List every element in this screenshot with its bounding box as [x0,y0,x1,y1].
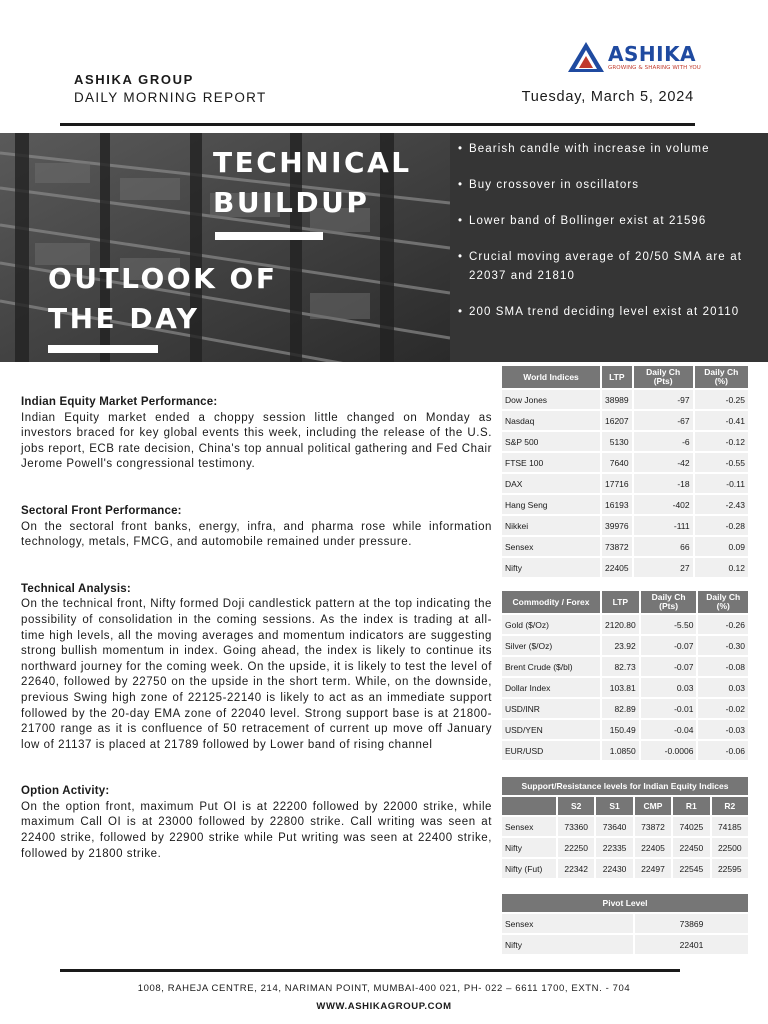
table-header [502,797,556,815]
table-cell: 1.0850 [602,741,639,760]
bullet-item: • 200 SMA trend deciding level exist at 20110 [458,303,742,322]
table-cell: 73640 [596,817,632,836]
table-row [502,699,748,718]
table-header: S1 [596,797,632,815]
table-row [502,411,748,430]
table-cell: 22250 [558,838,594,857]
outlook-title [48,259,277,339]
table-cell: 73869 [635,914,748,933]
table-cell: -0.01 [641,699,697,718]
section-heading: Indian Equity Market Performance: [21,396,218,408]
row-label: USD/INR [502,699,600,718]
table-cell: -18 [634,474,693,493]
section-body: On the technical front, Nifty formed Doji candlestick pattern at the top indicating the possibility of consolidation in the coming sessions. As the index is trading at all-time high levels, all the moving averages and momentum indicators are suggesting strong bullish momentum in index. Going ahead, the index is likely to continue its northward journey for the coming week. On the upside, it is likely to test the level of 22640, followed by 22750 on the upside in the short term. While, on the downside, previous Swing high zone of 22125-22140 is likely to act as an immediate support followed by the 20-day EMA zone of 22040 level. Strong support base is at 21800-21700 range as it is confluence of 50 retracement of current up move off January low of 21137 is placed at 21789 followed by Lower band of rising channel [21,598,492,751]
bullet-item: • Bearish candle with increase in volume [458,140,742,159]
header-divider [60,123,695,126]
section-body: On the sectoral front banks, energy, infra, and pharma rose while information technology, metals, FMCG, and automobile remained under pressure. [21,520,492,549]
row-label: Nasdaq [502,411,600,430]
table-header: Daily Ch (%) [698,591,748,613]
pivot-level-table [500,892,750,956]
bullet-item: • Lower band of Bollinger exist at 21596 [458,212,742,231]
table-header: World Indices [502,366,600,388]
table-cell: 22342 [558,859,594,878]
table-header: Daily Ch (Pts) [641,591,697,613]
footer-address: 1008, RAHEJA CENTRE, 214, NARIMAN POINT, MUMBAI-400 021, PH- 022 – 6611 1700, EXTN. - 704 [137,983,631,994]
table-row [502,453,748,472]
table-cell: 22335 [596,838,632,857]
section-option [21,784,492,862]
company-name: ASHIKA GROUP [74,72,194,87]
table-row [502,558,748,577]
title-line2: BUILDUP [213,186,370,219]
table-cell: 73872 [635,817,671,836]
table-cell: 73872 [602,537,632,556]
section-body: Indian Equity market ended a choppy session little changed on Monday as investors braced for key global events this week, including the release of the U.S. jobs report, ECB rate decision, China's top annual political gathering and Fed Chair Jerome Powell's congressional testimony. [21,411,492,471]
table-cell: -0.08 [698,657,748,676]
logo-triangle-icon [566,40,606,74]
table-cell: -6 [634,432,693,451]
table-cell: 16207 [602,411,632,430]
table-cell: 0.12 [695,558,748,577]
row-label: Nifty [502,935,633,954]
row-label: Sensex [502,817,556,836]
table-cell: 22500 [712,838,748,857]
title-underline [215,232,323,240]
row-label: DAX [502,474,600,493]
row-label: Nikkei [502,516,600,535]
report-title: DAILY MORNING REPORT [74,90,267,105]
table-cell: 73360 [558,817,594,836]
table-header: LTP [602,366,632,388]
outlook-line2: THE DAY [48,302,200,335]
row-label: FTSE 100 [502,453,600,472]
table-row [502,935,748,954]
table-cell: 23.92 [602,636,639,655]
row-label: Hang Seng [502,495,600,514]
table-cell: 22405 [602,558,632,577]
table-cell: 7640 [602,453,632,472]
outlook-line1: OUTLOOK OF [48,262,278,295]
table-title: Pivot Level [502,894,748,912]
section-equity [21,395,492,473]
table-cell: -0.41 [695,411,748,430]
table-row [502,390,748,409]
table-cell: -0.30 [698,636,748,655]
table-header: S2 [558,797,594,815]
table-header: Commodity / Forex [502,591,600,613]
table-cell: 22595 [712,859,748,878]
table-cell: -0.07 [641,636,697,655]
table-header: Daily Ch (%) [695,366,748,388]
logo-name: ASHIKA [608,42,697,66]
table-row [502,615,748,634]
bullet-item: • Buy crossover in oscillators [458,176,742,195]
table-cell: -0.26 [698,615,748,634]
row-label: S&P 500 [502,432,600,451]
table-cell: -0.25 [695,390,748,409]
table-cell: -111 [634,516,693,535]
outlook-underline [48,345,158,353]
table-cell: 150.49 [602,720,639,739]
world-indices-table [500,364,750,579]
footer-divider [60,969,680,972]
table-cell: -0.28 [695,516,748,535]
commentary-sections [21,395,492,893]
table-cell: -67 [634,411,693,430]
row-label: Silver ($/Oz) [502,636,600,655]
commodity-forex-table [500,589,750,762]
table-cell: -97 [634,390,693,409]
row-label: Nifty [502,558,600,577]
table-cell: 27 [634,558,693,577]
table-header: Daily Ch (Pts) [634,366,693,388]
technical-bullets [458,140,742,339]
table-cell: 2120.80 [602,615,639,634]
table-cell: -0.03 [698,720,748,739]
table-title: Support/Resistance levels for Indian Equity Indices [502,777,748,795]
section-body: On the option front, maximum Put OI is at 22200 followed by 22000 strike, while maximum Call OI is at 23000 followed by 22800 strike. Call writing was seen at 22400 strike, followed by 22900 strike while Put writing was seen at 22400 strike, followed by 21800 strike. [21,800,492,860]
table-header: LTP [602,591,639,613]
table-cell: 17716 [602,474,632,493]
logo-tagline: GROWING & SHARING WITH YOU [608,65,701,71]
technical-buildup-title [213,143,412,223]
section-heading: Sectoral Front Performance: [21,504,182,517]
section-technical [21,582,492,754]
section-heading: Technical Analysis: [21,582,131,595]
table-header: R1 [673,797,709,815]
table-row [502,859,748,878]
table-cell: 16193 [602,495,632,514]
table-row [502,636,748,655]
section-heading: Option Activity: [21,785,110,798]
table-row [502,914,748,933]
table-cell: 66 [634,537,693,556]
row-label: Dow Jones [502,390,600,409]
table-row [502,495,748,514]
support-resistance-table [500,775,750,880]
table-cell: -5.50 [641,615,697,634]
table-cell: 22430 [596,859,632,878]
row-label: Sensex [502,914,633,933]
table-cell: 0.03 [698,678,748,697]
table-cell: 22401 [635,935,748,954]
table-row [502,432,748,451]
table-row [502,657,748,676]
table-row [502,741,748,760]
table-cell: 22405 [635,838,671,857]
table-cell: -0.11 [695,474,748,493]
footer-website[interactable]: WWW.ASHIKAGROUP.COM [316,1001,452,1012]
table-cell: -402 [634,495,693,514]
table-cell: 0.03 [641,678,697,697]
table-header: CMP [635,797,671,815]
table-row [502,537,748,556]
table-cell: 5130 [602,432,632,451]
table-cell: 22450 [673,838,709,857]
table-cell: -0.02 [698,699,748,718]
row-label: Sensex [502,537,600,556]
table-cell: -0.0006 [641,741,697,760]
bullet-item: • Crucial moving average of 20/50 SMA are at 22037 and 21810 [458,248,742,286]
table-cell: -0.12 [695,432,748,451]
row-label: EUR/USD [502,741,600,760]
table-cell: 22545 [673,859,709,878]
table-row [502,720,748,739]
table-cell: -2.43 [695,495,748,514]
table-cell: 82.73 [602,657,639,676]
section-sectoral [21,504,492,551]
row-label: Brent Crude ($/bl) [502,657,600,676]
table-cell: 0.09 [695,537,748,556]
table-row [502,817,748,836]
table-cell: 74025 [673,817,709,836]
table-cell: 22497 [635,859,671,878]
table-row [502,838,748,857]
ashika-logo [566,40,701,76]
row-label: Dollar Index [502,678,600,697]
table-cell: -0.06 [698,741,748,760]
title-line1: TECHNICAL [213,146,412,179]
row-label: Nifty [502,838,556,857]
row-label: Gold ($/Oz) [502,615,600,634]
table-cell: -0.04 [641,720,697,739]
table-cell: -0.55 [695,453,748,472]
table-row [502,516,748,535]
table-row [502,474,748,493]
table-cell: 103.81 [602,678,639,697]
table-row [502,678,748,697]
report-date: Tuesday, March 5, 2024 [521,89,694,105]
table-cell: -0.07 [641,657,697,676]
row-label: Nifty (Fut) [502,859,556,878]
table-cell: 38989 [602,390,632,409]
row-label: USD/YEN [502,720,600,739]
table-cell: -42 [634,453,693,472]
table-cell: 39976 [602,516,632,535]
table-header: R2 [712,797,748,815]
table-cell: 82.89 [602,699,639,718]
table-cell: 74185 [712,817,748,836]
